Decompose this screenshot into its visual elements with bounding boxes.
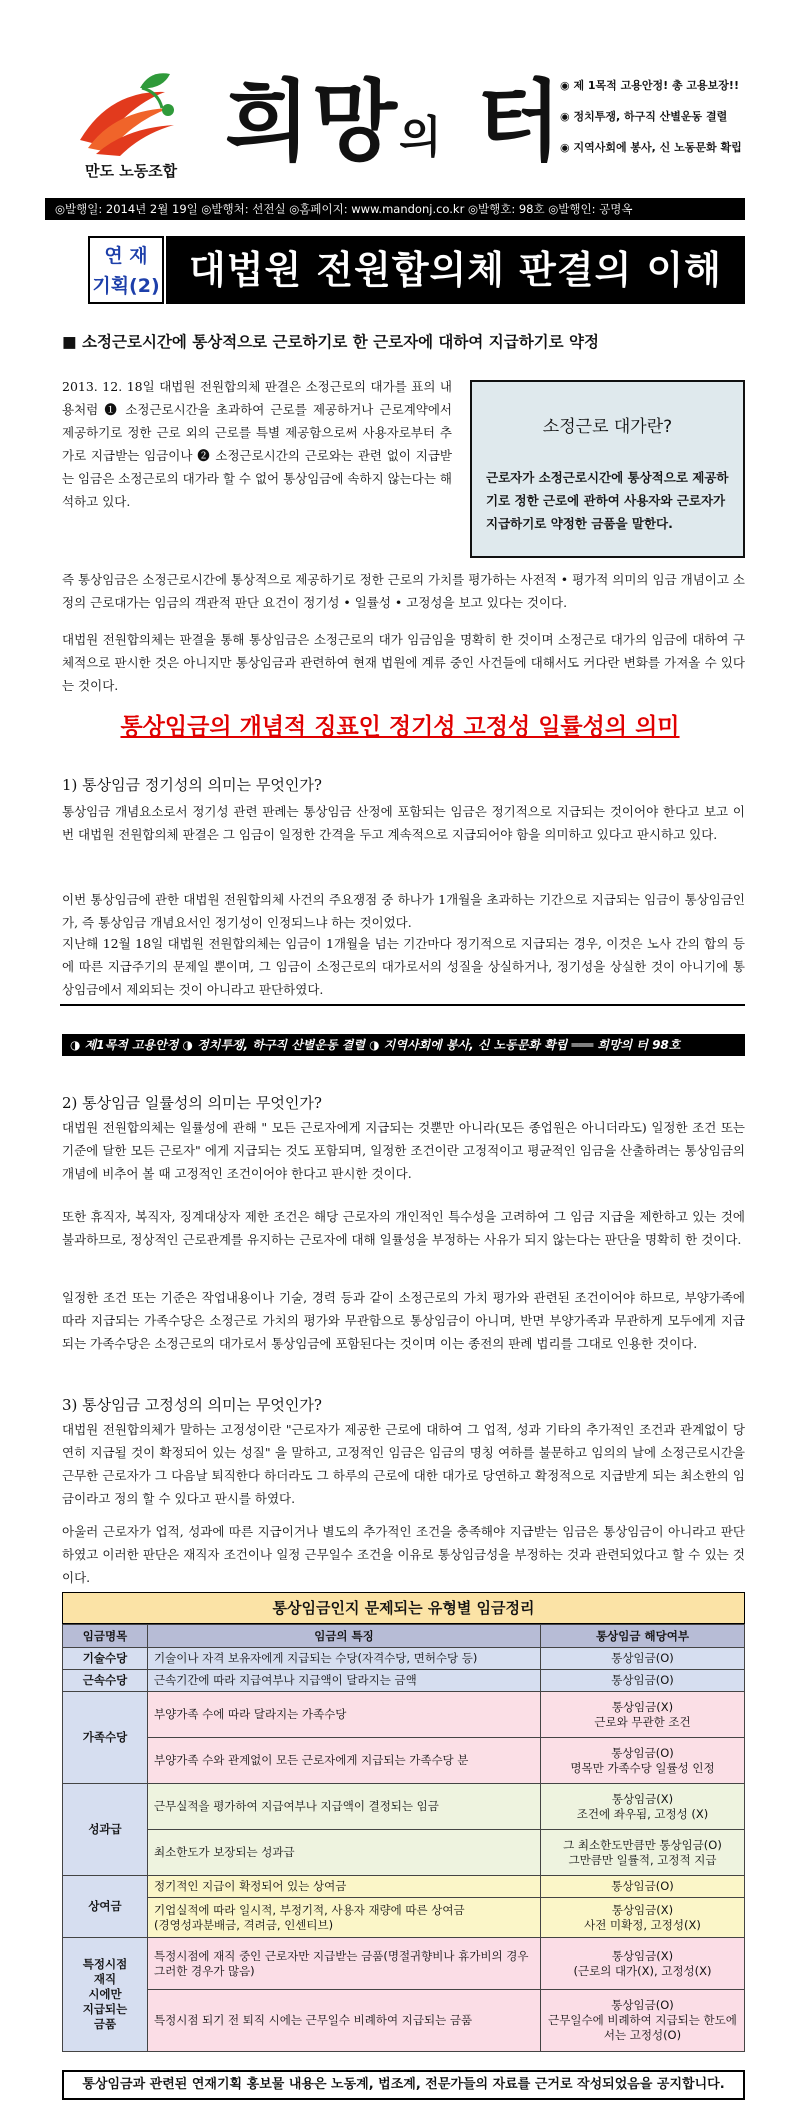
table-row — [63, 1876, 745, 1898]
wage-feature: 근무실적을 평가하여 지급여부나 지급액이 결정되는 임금 — [148, 1784, 541, 1830]
series-label: 연 재 — [104, 245, 148, 267]
body-paragraph: 즉 통상임금은 소정근로시간에 통상적으로 제공하기로 정한 근로의 가치를 평가하는 사전적 • 평가적 의미의 임금 개념이고 소정의 근로대가는 임금의 객관적 판단 요건이 정기성 • 일률성 • 고정성을 보고 있다는 것이다. — [62, 572, 745, 610]
ordinary-wage-result: 통상임금(X) (근로의 대가(X), 고정성(X) — [541, 1938, 745, 1990]
union-name: 만도 노동조합 — [85, 162, 178, 180]
ordinary-wage-result: 통상임금(O) — [541, 1670, 745, 1692]
ordinary-wage-result: 통상임금(X) 조건에 좌우됨, 고정성 (X) — [541, 1784, 745, 1830]
definition-box — [470, 380, 745, 558]
table-header-row — [63, 1625, 745, 1648]
definition-body: 근로자가 소정근로시간에 통상적으로 제공하기로 정한 근로에 관하여 사용자와 근로자가 지급하기로 약정한 금품을 말한다. — [486, 470, 729, 531]
wage-feature: 특정시점 되기 전 퇴직 시에는 근무일수 비례하여 지급되는 금품 — [148, 1990, 541, 2052]
lead-statement: ■ 소정근로시간에 통상적으로 근로하기로 한 근로자에 대하여 지급하기로 약정 — [62, 330, 599, 352]
ordinary-wage-result: 통상임금(X) 사전 미확정, 고정성(X) — [541, 1898, 745, 1938]
body-paragraph: 일정한 조건 또는 기준은 작업내용이나 기술, 경력 등과 같이 소정근로의 가치 평가와 관련된 조건이어야 하므로, 부양가족에 따라 지급되는 가족수당은 소정근로 가치의 평가와 무관함으로 통상임금이 아니며, 반면 부양가족과 무관하게 모두에게 지급되는 가족수당은 소정근로의 대가로서 통상임금에 포함된다는 것이며 이는 종전의 판례 법리를 그대로 인용한 것이다. — [62, 1290, 745, 1351]
column-header: 임금의 특징 — [148, 1625, 541, 1648]
masthead-part-2: 의 — [399, 112, 444, 163]
body-paragraph: 대법원 전원합의체는 일률성에 관해 " 모든 근로자에게 지급되는 것뿐만 아니라(모든 종업원은 아니더라도) 일정한 조건 또는 기준에 달한 모든 근로자" 에게 지급되는 것도 포함되며, 일정한 조건이란 고정적이고 평균적인 임금을 산출하려는 통상임금의 개념에 비추어 볼 때 고정적인 조건이어야 한다고 판시한 것이다. — [62, 1120, 745, 1181]
page-divider — [60, 1004, 745, 1006]
wage-category: 근속수당 — [63, 1670, 148, 1692]
wage-category: 성과급 — [63, 1784, 148, 1876]
question-heading: 3) 통상임금 고정성의 의미는 무엇인가? — [62, 1396, 322, 1414]
column-header: 임금명목 — [63, 1625, 148, 1648]
footer-notice: 통상임금과 관련된 연재기획 홍보물 내용은 노동계, 법조계, 전문가들의 자료를 근거로 작성되었음을 공지합니다. — [62, 2070, 745, 2100]
series-badge — [88, 236, 164, 304]
table-row — [63, 1784, 745, 1830]
ordinary-wage-result: 통상임금(O) 명목만 가족수당 일률성 인정 — [541, 1738, 745, 1784]
wage-feature: 기업실적에 따라 일시적, 부정기적, 사용자 재량에 따른 상여금 (경영성과분배금, 격려금, 인센티브) — [148, 1898, 541, 1938]
body-paragraph: 통상임금 개념요소로서 정기성 관련 판례는 통상임금 산정에 포함되는 임금은 정기적으로 지급되는 것이어야 한다고 보고 이번 대법원 전원합의체 판결은 그 임금이 일정한 간격을 두고 계속적으로 지급되어야 함을 의미하고 있다고 판시하고 있다. — [62, 804, 745, 842]
definition-title: 소정근로 대가란? — [542, 417, 673, 437]
table-row — [63, 1648, 745, 1670]
table-row — [63, 1692, 745, 1738]
slogan-item: ◉ 제 1목적 고용안정! 총 고용보장!! — [560, 70, 750, 101]
question-heading: 2) 통상임금 일률성의 의미는 무엇인가? — [62, 1094, 322, 1112]
table-row — [63, 1990, 745, 2052]
ordinary-wage-result: 통상임금(X) 근로와 무관한 조건 — [541, 1692, 745, 1738]
newsletter-masthead — [225, 72, 563, 188]
table-title: 통상임금인지 문제되는 유형별 임금정리 — [62, 1592, 745, 1624]
intro-paragraph: 2013. 12. 18일 대법원 전원합의체 판결은 소정근로의 대가를 표의 내용처럼 ❶ 소정근로시간을 초과하여 근로를 제공하거나 근로계약에서 제공하기로 정한 근로 외의 근로를 특별 제공함으로써 사용자로부터 추가로 지급받는 임금이나 ❷ 소정근로시간의 근로와는 관련 없이 지급받는 임금은 소정근로의 대가라 할 수 없어 통상임금에 속하지 않는다는 해석하고 있다. — [62, 379, 452, 509]
ordinary-wage-result: 통상임금(O) — [541, 1648, 745, 1670]
series-number: 기획(2) — [92, 275, 160, 297]
section-red-heading: 통상임금의 개념적 징표인 정기성 고정성 일률성의 의미 — [120, 714, 680, 740]
body-paragraph: 대법원 전원합의체는 판결을 통해 통상임금은 소정근로의 대가 임금임을 명확히 한 것이며 소정근로 대가의 임금에 대하여 구체적으로 판시한 것은 아니지만 통상임금과 관련하여 현재 법원에 계류 중인 사건들에 대해서도 커다란 변화를 가져올 수 있다는 것이다. — [62, 632, 745, 693]
body-paragraph: 대법원 전원합의체가 말하는 고정성이란 "근로자가 제공한 근로에 대하여 그 업적, 성과 기타의 추가적인 조건과 관계없이 당연히 지급될 것이 확정되어 있는 성질" 을 말하고, 고정적인 임금은 임금의 명칭 여하를 불문하고 임의의 날에 소정근로시간을 근무한 근로자가 그 다음날 퇴직한다 하더라도 그 하루의 근로에 대한 대가로 당연하고 확정적으로 지급받게 되는 최소한의 임금이라고 정의 할 수 있다고 판시를 하였다. — [62, 1422, 745, 1506]
table-row — [63, 1898, 745, 1938]
masthead-part-1: 희망 — [225, 70, 400, 173]
slogan-item: ◉ 지역사회에 봉사, 신 노동문화 확립 — [560, 132, 750, 163]
union-logo — [70, 70, 190, 160]
slogan-item: ◉ 정치투쟁, 하구직 산별운동 결렬 — [560, 101, 750, 132]
question-heading: 1) 통상임금 정기성의 의미는 무엇인가? — [62, 776, 322, 794]
table-row — [63, 1830, 745, 1876]
ordinary-wage-result: 그 최소한도만큼만 통상임금(O) 그만큼만 일률적, 고정적 지급 — [541, 1830, 745, 1876]
wage-feature: 기술이나 자격 보유자에게 지급되는 수당(자격수당, 면허수당 등) — [148, 1648, 541, 1670]
body-paragraph: 아울러 근로자가 업적, 성과에 따른 지급이거나 별도의 추가적인 조건을 충족해야 지급받는 임금은 통상임금이 아니라고 판단하였고 이러한 판단은 재직자 조건이나 일정 근무일수 조건을 이유로 통상임금성을 부정하는 것과 관련되었다고 할 수 있는 것이다. — [62, 1524, 745, 1585]
wage-table-grid — [62, 1624, 745, 2052]
article-headline: 대법원 전원합의체 판결의 이해 — [166, 236, 745, 304]
ordinary-wage-result: 통상임금(O) 근무일수에 비례하여 지급되는 한도에서는 고정성(O) — [541, 1990, 745, 2052]
wage-feature: 부양가족 수와 관계없이 모든 근로자에게 지급되는 가족수당 분 — [148, 1738, 541, 1784]
column-header: 통상임금 해당여부 — [541, 1625, 745, 1648]
issue-banner: ◑ 제1목적 고용안정 ◑ 정치투쟁, 하구직 산별운동 결렬 ◑ 지역사회에 봉사, 신 노동문화 확립 ═══ 희망의 터 98호 — [62, 1034, 745, 1056]
wage-category: 기술수당 — [63, 1648, 148, 1670]
wage-feature: 최소한도가 보장되는 성과급 — [148, 1830, 541, 1876]
publication-info-bar: ◎발행일: 2014년 2월 19일 ◎발행처: 선전실 ◎홈페이지: www.mandonj.co.kr ◎발행호: 98호 ◎발행인: 공명옥 — [45, 198, 745, 220]
wage-category: 특정시점 재직 시에만 지급되는 금품 — [63, 1938, 148, 2052]
wage-feature: 특정시점에 재직 중인 근로자만 지급받는 금품(명절귀향비나 휴가비의 경우 그러한 경우가 많음) — [148, 1938, 541, 1990]
masthead-part-3: 터 — [476, 70, 564, 173]
body-paragraph: 이번 통상임금에 관한 대법원 전원합의체 사건의 주요쟁점 중 하나가 1개월을 초과하는 기간으로 지급되는 임금이 통상임금인가, 즉 통상임금 개념요서인 정기성이 인정되느냐 하는 것이었다. — [62, 892, 745, 930]
table-row — [63, 1670, 745, 1692]
wage-category: 상여금 — [63, 1876, 148, 1938]
wage-feature: 정기적인 지급이 확정되어 있는 상여금 — [148, 1876, 541, 1898]
slogan-list — [560, 70, 750, 163]
body-paragraph: 또한 휴직자, 복직자, 징계대상자 제한 조건은 해당 근로자의 개인적인 특수성을 고려하여 그 임금 지급을 제한하고 있는 것에 불과하므로, 정상적인 근로관계를 유지하는 근로자에 대해 일률성을 부정하는 사유가 되지 않는다는 판단을 명확히 한 것이다. — [62, 1209, 745, 1247]
table-row — [63, 1738, 745, 1784]
wage-feature: 부양가족 수에 따라 달라지는 가족수당 — [148, 1692, 541, 1738]
wage-feature: 근속기간에 따라 지급여부나 지급액이 달라지는 금액 — [148, 1670, 541, 1692]
table-row — [63, 1938, 745, 1990]
body-paragraph: 지난해 12월 18일 대법원 전원합의체는 임금이 1개월을 넘는 기간마다 정기적으로 지급되는 경우, 이것은 노사 간의 합의 등에 따른 지급주기의 문제일 뿐이며, 그 임금이 소정근로의 대가로서의 성질을 상실하거나, 정기성을 상실한 것이 아니기에 통상임금에서 제외되는 것이 아니라고 판단하였다. — [62, 932, 745, 1001]
ordinary-wage-result: 통상임금(O) — [541, 1876, 745, 1898]
wage-category: 가족수당 — [63, 1692, 148, 1784]
